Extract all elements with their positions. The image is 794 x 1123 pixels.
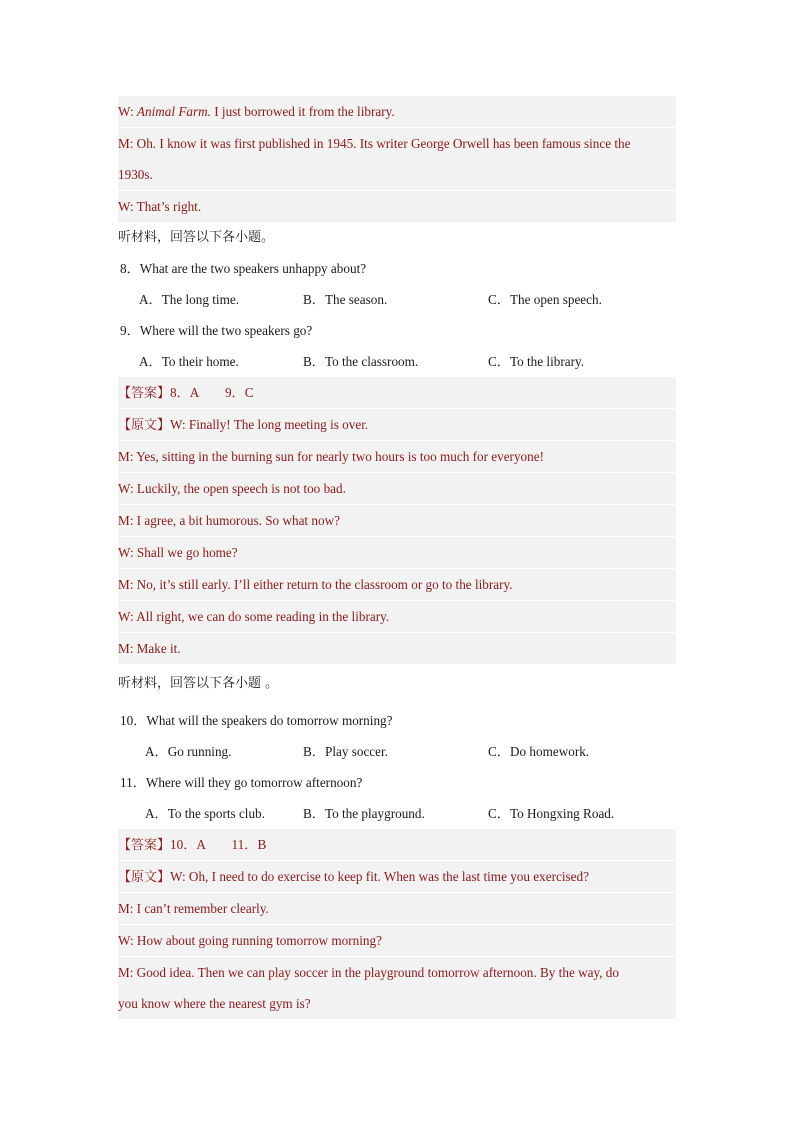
option-b: B．To the classroom. (303, 354, 419, 369)
answer-block-1 (118, 377, 676, 664)
answer-label: 【答案】 (118, 386, 171, 401)
transcript-line: W: Luckily, the open speech is not too bad. (118, 472, 676, 504)
question-9-options (118, 346, 676, 377)
transcript-line: W: Shall we go home? (118, 536, 676, 568)
transcript-line (118, 860, 676, 892)
option-c: C．To Hongxing Road. (488, 806, 615, 821)
question-10-options (118, 736, 676, 767)
section-instruction: 听材料，回答以下各小题。 (118, 230, 275, 245)
transcript-line: M: Yes, sitting in the burning sun for nearly two hours is too much for everyone! (118, 440, 676, 472)
option-a: A．Go running. (145, 744, 232, 759)
book-title: Animal Farm. (136, 104, 211, 119)
transcript-line: M: I agree, a bit humorous. So what now? (118, 504, 676, 536)
transcript-line: 1930s. (118, 167, 153, 182)
transcript-block-1 (118, 96, 676, 222)
section-instruction: 听材料，回答以下各小题 。 (118, 676, 279, 691)
transcript-line (118, 408, 676, 440)
option-a: A．To the sports club. (145, 806, 265, 821)
transcript-line: W: All right, we can do some reading in the library. (118, 600, 676, 632)
transcript-line: M: No, it’s still early. I’ll either return to the classroom or go to the library. (118, 568, 676, 600)
question-8-options (118, 284, 676, 315)
option-b: B．Play soccer. (303, 744, 388, 759)
transcript-text: I just borrowed it from the library. (210, 104, 395, 119)
option-c: C．The open speech. (488, 292, 602, 307)
answer-text: 8．A 9．C (170, 385, 254, 400)
transcript-line: M: Good idea. Then we can play soccer in the playground tomorrow afternoon. By the way, do (118, 956, 676, 988)
transcript-text: W: Finally! The long meeting is over. (170, 417, 369, 432)
option-b: B．To the playground. (303, 806, 425, 821)
script-label: 【原文】 (118, 418, 171, 433)
speaker-label: W: (118, 104, 137, 119)
transcript-text: W: Oh, I need to do exercise to keep fit. When was the last time you exercised? (170, 869, 589, 884)
transcript-line: you know where the nearest gym is? (118, 996, 311, 1011)
transcript-line: W: How about going running tomorrow morning? (118, 924, 676, 956)
transcript-line: M: Oh. I know it was first published in 1945. Its writer George Orwell has been famous since the (118, 127, 676, 159)
question-11-options (118, 798, 676, 829)
question-9-stem: 9．Where will the two speakers go? (120, 323, 313, 338)
answer-text: 10．A 11．B (170, 837, 267, 852)
script-label: 【原文】 (118, 870, 171, 885)
answer-label: 【答案】 (118, 838, 171, 853)
answer-block-2 (118, 829, 676, 1019)
option-a: A．To their home. (139, 354, 239, 369)
question-10-stem: 10．What will the speakers do tomorrow morning? (120, 713, 393, 728)
transcript-line (118, 96, 676, 127)
option-b: B．The season. (303, 292, 388, 307)
question-8-stem: 8．What are the two speakers unhappy about? (120, 261, 367, 276)
option-a: A．The long time. (139, 292, 239, 307)
question-11-stem: 11．Where will they go tomorrow afternoon? (120, 775, 363, 790)
transcript-line: M: I can’t remember clearly. (118, 892, 676, 924)
document-page (118, 96, 676, 1019)
answer-line (118, 829, 676, 860)
option-c: C．To the library. (488, 354, 585, 369)
transcript-line: M: Make it. (118, 632, 676, 664)
transcript-line: W: That’s right. (118, 190, 676, 222)
answer-line (118, 377, 676, 408)
option-c: C．Do homework. (488, 744, 590, 759)
